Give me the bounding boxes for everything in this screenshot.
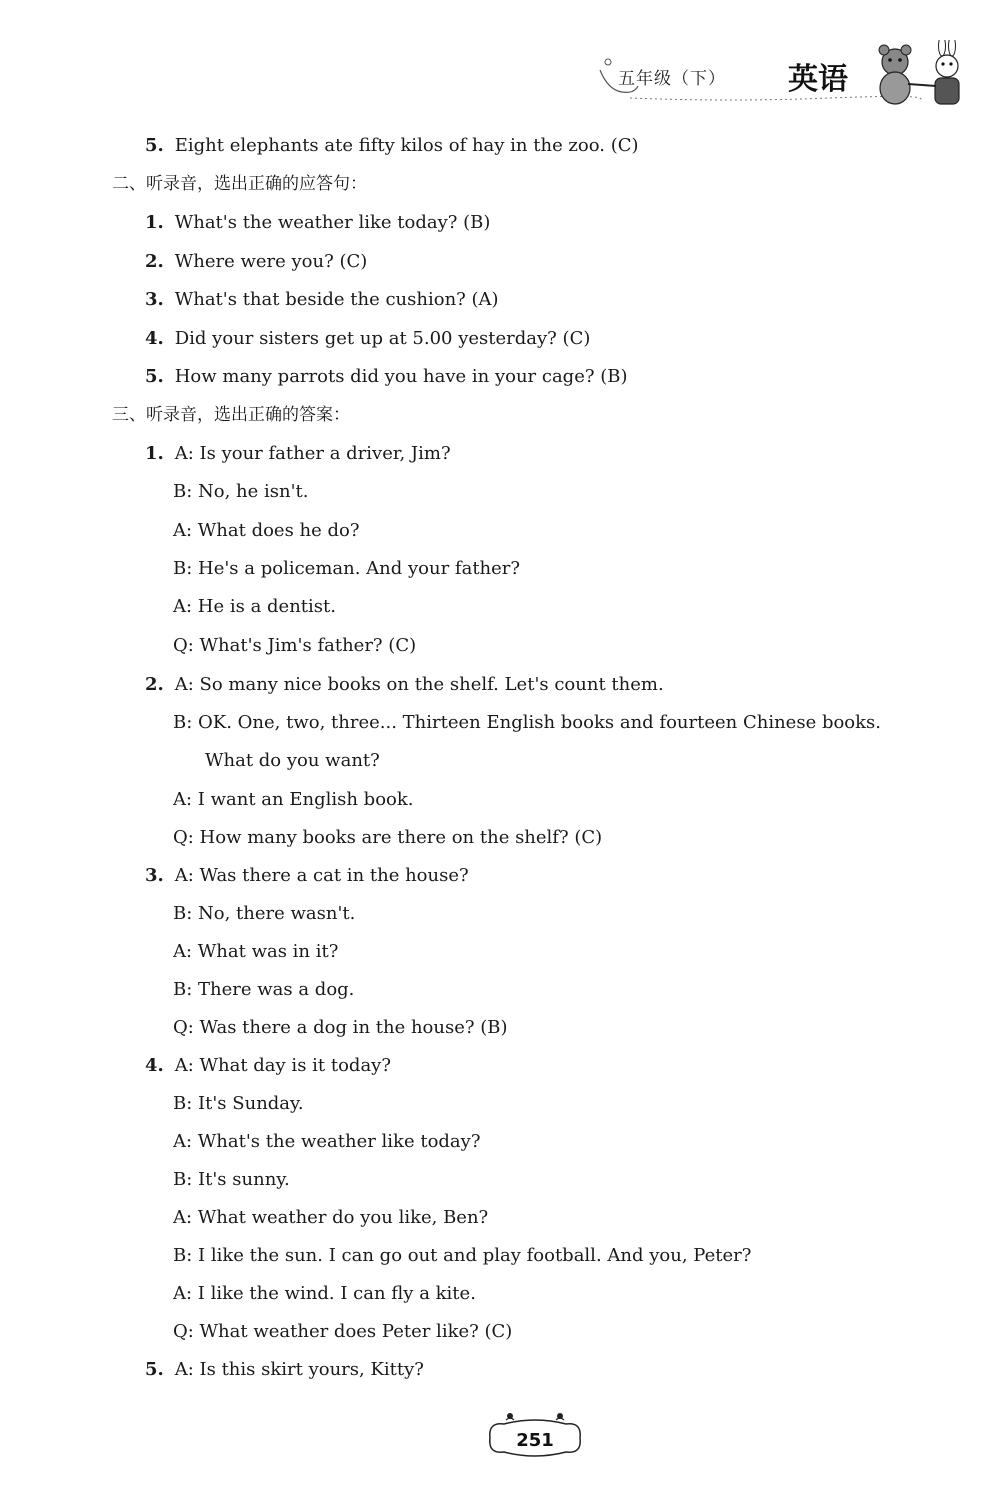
item-number: 3.: [145, 865, 164, 886]
answer-line: [173, 788, 414, 812]
answer-line: [145, 1358, 424, 1382]
line-text: A: What does he do?: [173, 520, 360, 541]
answer-line: [173, 711, 881, 735]
answer-line: [145, 327, 590, 351]
line-text: A: What was in it?: [173, 941, 339, 962]
answer-line: [173, 634, 416, 658]
line-text: Where were you? (C): [169, 251, 368, 272]
page-number: 251: [516, 1430, 554, 1451]
item-number: 1.: [145, 443, 164, 464]
grade-label: 五年级（下）: [618, 69, 726, 89]
page-footer: [480, 1408, 590, 1468]
answer-line: [145, 864, 469, 888]
item-number: 1.: [145, 212, 164, 233]
line-text: A: Is this skirt yours, Kitty?: [169, 1359, 424, 1380]
line-text: B: It's Sunday.: [173, 1093, 304, 1114]
answer-line: [145, 134, 639, 158]
answer-line: [173, 1092, 304, 1116]
line-text: A: What's the weather like today?: [173, 1131, 481, 1152]
line-text: A: Is your father a driver, Jim?: [169, 443, 451, 464]
answer-line: [145, 250, 367, 274]
answer-line: [145, 1054, 391, 1078]
answer-line: [173, 826, 602, 850]
answer-line: [173, 480, 309, 504]
line-text: Q: How many books are there on the shelf? (C): [173, 827, 603, 848]
item-number: 5.: [145, 1359, 164, 1380]
line-text: Did your sisters get up at 5.00 yesterday? (C): [169, 328, 591, 349]
line-text: B: No, he isn't.: [173, 481, 309, 502]
rabbit-icon: [935, 40, 959, 104]
line-text: B: It's sunny.: [173, 1169, 290, 1190]
answer-line: [173, 1206, 488, 1230]
answer-line: [145, 673, 664, 697]
line-text: B: No, there wasn't.: [173, 903, 356, 924]
item-number: 5.: [145, 366, 164, 387]
line-text: What's that beside the cushion? (A): [169, 289, 499, 310]
answer-line: [145, 288, 499, 312]
line-text: 二、听录音，选出正确的应答句：: [112, 174, 367, 194]
line-text: B: There was a dog.: [173, 979, 355, 1000]
answer-line: [173, 557, 520, 581]
item-number: 2.: [145, 674, 164, 695]
answer-line: [145, 365, 628, 389]
line-text: A: He is a dentist.: [173, 596, 336, 617]
item-number: 5.: [145, 135, 164, 156]
answer-line: [173, 519, 360, 543]
line-text: A: What day is it today?: [169, 1055, 392, 1076]
answer-line: [173, 1282, 476, 1306]
answer-line: [173, 978, 354, 1002]
answer-line: [173, 902, 355, 926]
answer-line: [173, 1244, 751, 1268]
section-heading: [112, 403, 350, 427]
line-text: Q: What weather does Peter like? (C): [173, 1321, 513, 1342]
page-header: [590, 40, 980, 115]
answer-line: [173, 595, 336, 619]
answer-line: [173, 1016, 508, 1040]
line-text: B: OK. One, two, three... Thirteen English books and fourteen Chinese books.: [173, 712, 882, 733]
item-number: 4.: [145, 328, 164, 349]
answer-line: [173, 1130, 481, 1154]
answer-line: [205, 749, 380, 773]
line-text: B: He's a policeman. And your father?: [173, 558, 521, 579]
subject-title: 英语: [788, 62, 848, 97]
line-text: Q: Was there a dog in the house? (B): [173, 1017, 508, 1038]
item-number: 4.: [145, 1055, 164, 1076]
bear-icon: [879, 45, 911, 104]
line-text: How many parrots did you have in your cage? (B): [169, 366, 628, 387]
answer-line: [173, 1168, 290, 1192]
item-number: 2.: [145, 251, 164, 272]
answer-line: [145, 442, 451, 466]
line-text: Eight elephants ate fifty kilos of hay in the zoo. (C): [169, 135, 639, 156]
answer-line: [173, 940, 338, 964]
line-text: Q: What's Jim's father? (C): [173, 635, 417, 656]
line-text: A: Was there a cat in the house?: [169, 865, 469, 886]
answer-line: [145, 211, 490, 235]
line-text: What do you want?: [205, 750, 380, 771]
line-text: A: I like the wind. I can fly a kite.: [173, 1283, 476, 1304]
line-text: A: I want an English book.: [173, 789, 414, 810]
line-text: A: What weather do you like, Ben?: [173, 1207, 489, 1228]
line-text: 三、听录音，选出正确的答案：: [112, 405, 350, 425]
section-heading: [112, 172, 367, 196]
item-number: 3.: [145, 289, 164, 310]
line-text: A: So many nice books on the shelf. Let's count them.: [169, 674, 664, 695]
line-text: B: I like the sun. I can go out and play football. And you, Peter?: [173, 1245, 752, 1266]
answer-line: [173, 1320, 512, 1344]
line-text: What's the weather like today? (B): [169, 212, 491, 233]
